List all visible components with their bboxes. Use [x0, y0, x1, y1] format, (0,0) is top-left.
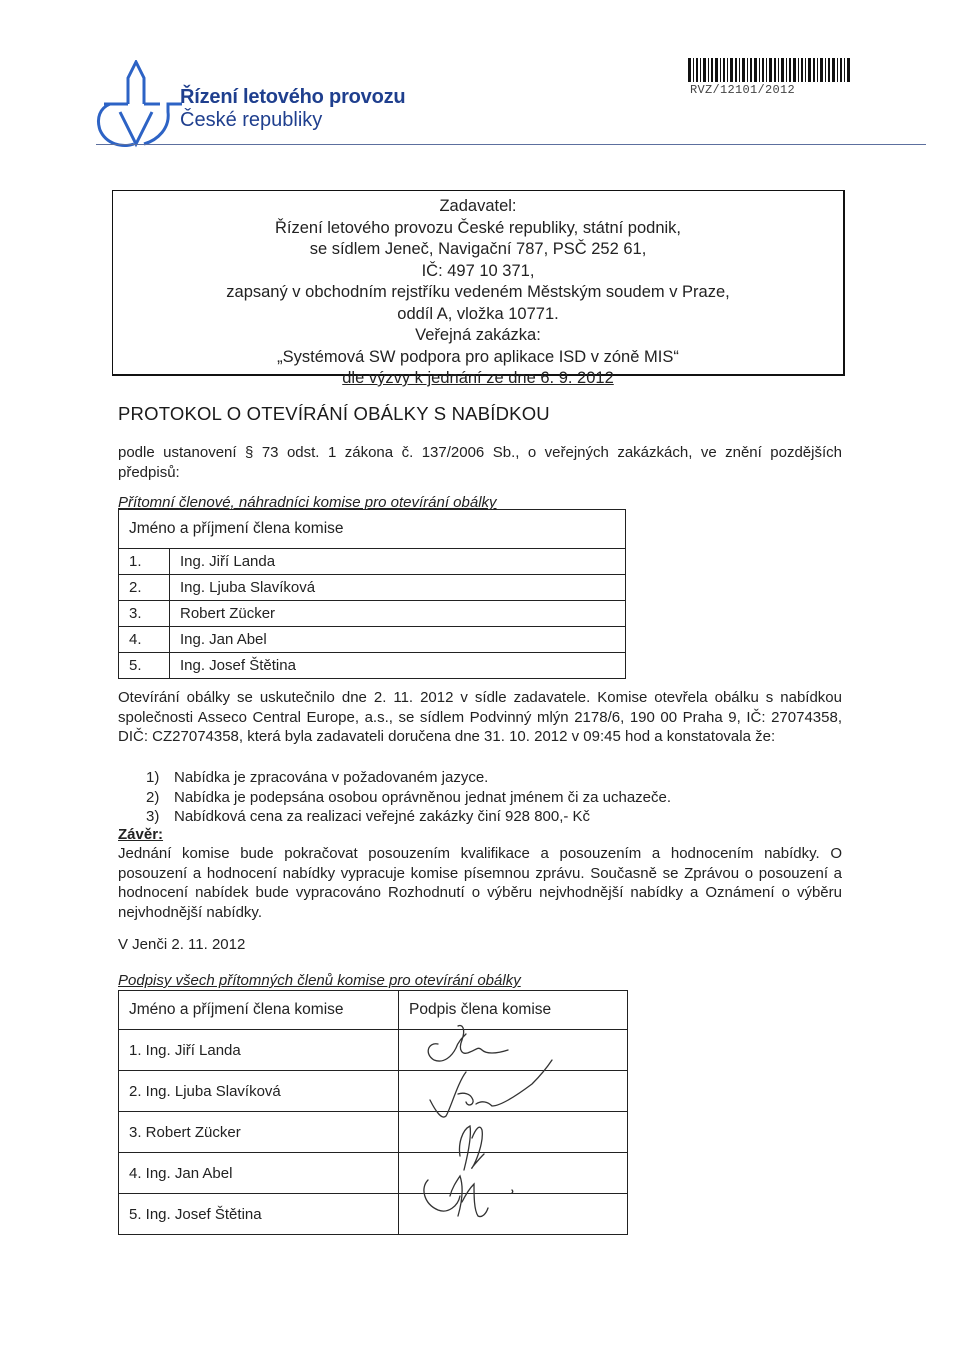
conclusion-heading: Závěr: — [118, 826, 164, 843]
table-row — [119, 601, 626, 627]
authority-line: dle výzvy k jednání ze dne 6. 9. 2012 — [342, 369, 614, 387]
finding-text: Nabídková cena za realizaci veřejné zakázky činí 928 800,- Kč — [174, 808, 591, 825]
present-members-heading: Přítomní členové, náhradníci komise pro otevírání obálky — [118, 494, 497, 511]
signatures-col1-header: Jméno a příjmení člena komise — [119, 991, 399, 1030]
place-date: V Jenči 2. 11. 2012 — [118, 936, 246, 953]
authority-line: Veřejná zakázka: — [415, 326, 541, 344]
member-name: Robert Zücker — [170, 601, 626, 627]
list-item — [146, 788, 671, 808]
document-title: PROTOKOL O OTEVÍRÁNÍ OBÁLKY S NABÍDKOU — [118, 403, 550, 424]
org-name-line1: Řízení letového provozu — [180, 86, 406, 108]
member-number: 1. — [119, 549, 170, 575]
list-item — [146, 768, 671, 788]
authority-line: IČ: 497 10 371, — [421, 261, 535, 280]
finding-number: 3) — [146, 808, 160, 825]
opening-paragraph: Otevírání obálky se uskutečnilo dne 2. 11. 2012 v sídle zadavatele. Komise otevřela obálku s nabídkou společnosti Asseco Central Europe, a.s., se sídlem Podvinný mlýn 2178/6, 190 00 Praha 9, IČ: 27074358, DIČ: CZ27074358, která byla zadavateli doručena dne 31. 10. 2012 v 09:45 hod a konstatovala že: — [118, 689, 842, 745]
authority-line: Řízení letového provozu České republiky, státní podnik, — [275, 218, 681, 237]
table-row — [119, 653, 626, 679]
signer-name: 3. Robert Zücker — [119, 1112, 399, 1153]
signer-name: 2. Ing. Ljuba Slavíková — [119, 1071, 399, 1112]
table-row — [119, 575, 626, 601]
table-row — [119, 549, 626, 575]
conclusion-text: Jednání komise bude pokračovat posouzením kvalifikace a posouzením a hodnocením nabídky. O posouzení a hodnocení nabídky vypracuje komise písemnou zprávu. Současně se Zprávou o posouzení a hodnocení nabídek bude vypracováno Rozhodnutí o výběru nejvhodnější nabídky a Oznámení o výběru nejvhodnější nabídky. — [118, 845, 842, 921]
finding-number: 1) — [146, 769, 160, 786]
header-divider — [96, 144, 926, 145]
member-number: 4. — [119, 627, 170, 653]
handwritten-signatures — [400, 1020, 600, 1240]
table-row — [119, 627, 626, 653]
signatures-heading: Podpisy všech přítomných členů komise pro otevírání obálky — [118, 972, 521, 989]
org-name-line2: České republiky — [180, 109, 323, 131]
members-table-header: Jméno a příjmení člena komise — [119, 510, 626, 549]
findings-list — [146, 768, 671, 827]
finding-number: 2) — [146, 788, 160, 806]
barcode — [688, 58, 850, 82]
member-name: Ing. Josef Štětina — [170, 653, 626, 679]
authority-line: Zadavatel: — [439, 197, 517, 215]
member-name: Ing. Jan Abel — [170, 627, 626, 653]
barcode-number: RVZ/12101/2012 — [690, 83, 796, 97]
authority-line: „Systémová SW podpora pro aplikace ISD v zóně MIS“ — [277, 347, 679, 366]
authority-line: se sídlem Jeneč, Navigační 787, PSČ 252 61, — [309, 240, 647, 258]
members-table — [118, 509, 626, 679]
finding-text: Nabídka je zpracována v požadovaném jazyce. — [174, 769, 489, 786]
signer-name: 5. Ing. Josef Štětina — [119, 1194, 399, 1235]
signer-name: 4. Ing. Jan Abel — [119, 1153, 399, 1194]
contracting-authority-box — [112, 190, 845, 387]
member-number: 5. — [119, 653, 170, 679]
authority-line: zapsaný v obchodním rejstříku vedeném Městským soudem v Praze, — [226, 283, 730, 301]
signatures-col2-header: Podpis člena komise — [399, 991, 628, 1030]
organization-name — [180, 86, 405, 132]
member-number: 3. — [119, 601, 170, 627]
finding-text: Nabídka je podepsána osobou oprávněnou jednat jménem či za uchazeče. — [174, 788, 672, 806]
signer-name: 1. Ing. Jiří Landa — [119, 1030, 399, 1071]
member-name: Ing. Jiří Landa — [170, 549, 626, 575]
member-number: 2. — [119, 575, 170, 601]
legal-basis-text: podle ustanovení § 73 odst. 1 zákona č. 137/2006 Sb., o veřejných zakázkách, ve znění pozdějších předpisů: — [118, 444, 842, 481]
authority-line: oddíl A, vložka 10771. — [397, 304, 559, 323]
member-name: Ing. Ljuba Slavíková — [170, 575, 626, 601]
list-item — [146, 807, 671, 827]
company-logo — [90, 60, 190, 160]
